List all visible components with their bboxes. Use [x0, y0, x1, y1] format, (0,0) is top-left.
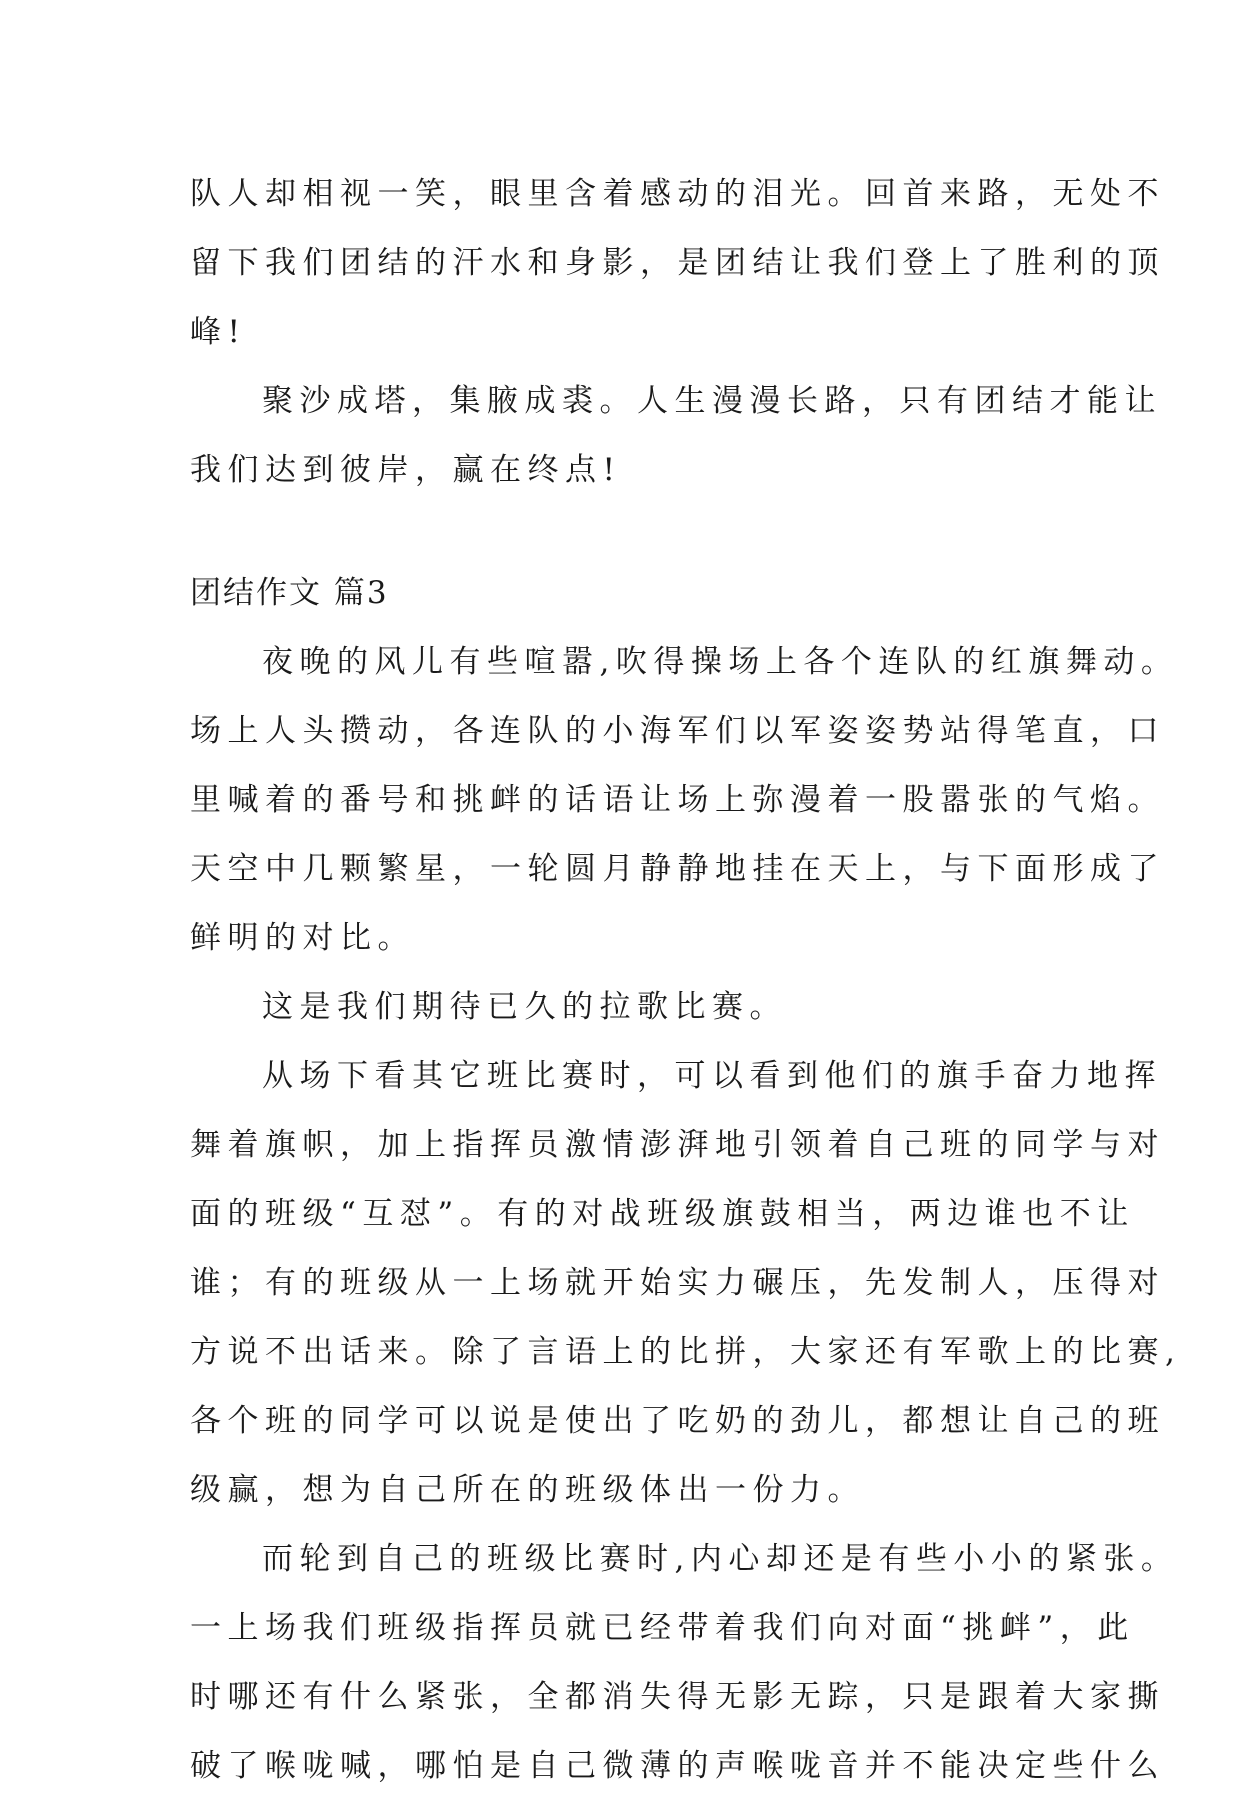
- text-line: 各个班的同学可以说是使出了吃奶的劲儿，都想让自己的班: [190, 1403, 1165, 1439]
- text-line: 里喊着的番号和挑衅的话语让场上弥漫着一股嚣张的气焰。: [190, 782, 1165, 818]
- text-line: 从场下看其它班比赛时，可以看到他们的旗手奋力地挥: [262, 1058, 1162, 1094]
- text-line: 舞着旗帜，加上指挥员激情澎湃地引领着自己班的同学与对: [190, 1127, 1165, 1163]
- document-body: [190, 160, 1182, 1801]
- paragraph-block2: [190, 367, 1162, 505]
- text-line: 我们达到彼岸，赢在终点!: [190, 452, 622, 488]
- text-line: 时哪还有什么紧张，全都消失得无影无踪，只是跟着大家撕: [190, 1679, 1165, 1715]
- text-line: 这是我们期待已久的拉歌比赛。: [262, 989, 787, 1025]
- text-line: 一上场我们班级指挥员就已经带着我们向对面“挑衅”，此: [190, 1610, 1135, 1646]
- text-line: 面的班级“互怼”。有的对战班级旗鼓相当，两边谁也不让: [190, 1196, 1135, 1232]
- paragraph-block1: [190, 160, 1165, 367]
- paragraph-4: [190, 1525, 1179, 1801]
- section-gap: [190, 505, 1070, 559]
- text-line: 峰!: [190, 314, 247, 350]
- text-line: 破了喉咙喊，哪怕是自己微薄的声喉咙音并不能决定些什么: [190, 1748, 1165, 1784]
- text-line: 留下我们团结的汗水和身影，是团结让我们登上了胜利的顶: [190, 245, 1165, 281]
- text-line: 鲜明的对比。: [190, 920, 415, 956]
- paragraph-2: [190, 973, 1070, 1042]
- section-heading: 团结作文 篇3: [190, 575, 389, 611]
- text-line: 天空中几颗繁星，一轮圆月静静地挂在天上，与下面形成了: [190, 851, 1165, 887]
- paragraph-3: [190, 1042, 1182, 1525]
- text-line: 聚沙成塔，集腋成裘。人生漫漫长路，只有团结才能让: [262, 383, 1162, 419]
- text-line: 而轮到自己的班级比赛时,内心却还是有些小小的紧张。: [262, 1541, 1179, 1577]
- text-line: 场上人头攒动，各连队的小海军们以军姿姿势站得笔直，口: [190, 713, 1165, 749]
- paragraph-1: [190, 628, 1179, 973]
- text-line: 方说不出话来。除了言语上的比拼，大家还有军歌上的比赛,: [190, 1334, 1182, 1370]
- text-line: 队人却相视一笑，眼里含着感动的泪光。回首来路，无处不: [190, 176, 1165, 212]
- text-line: 谁；有的班级从一上场就开始实力碾压，先发制人，压得对: [190, 1265, 1165, 1301]
- text-line: 级赢，想为自己所在的班级体出一份力。: [190, 1472, 865, 1508]
- text-line: 夜晚的风儿有些喧嚣,吹得操场上各个连队的红旗舞动。: [262, 644, 1179, 680]
